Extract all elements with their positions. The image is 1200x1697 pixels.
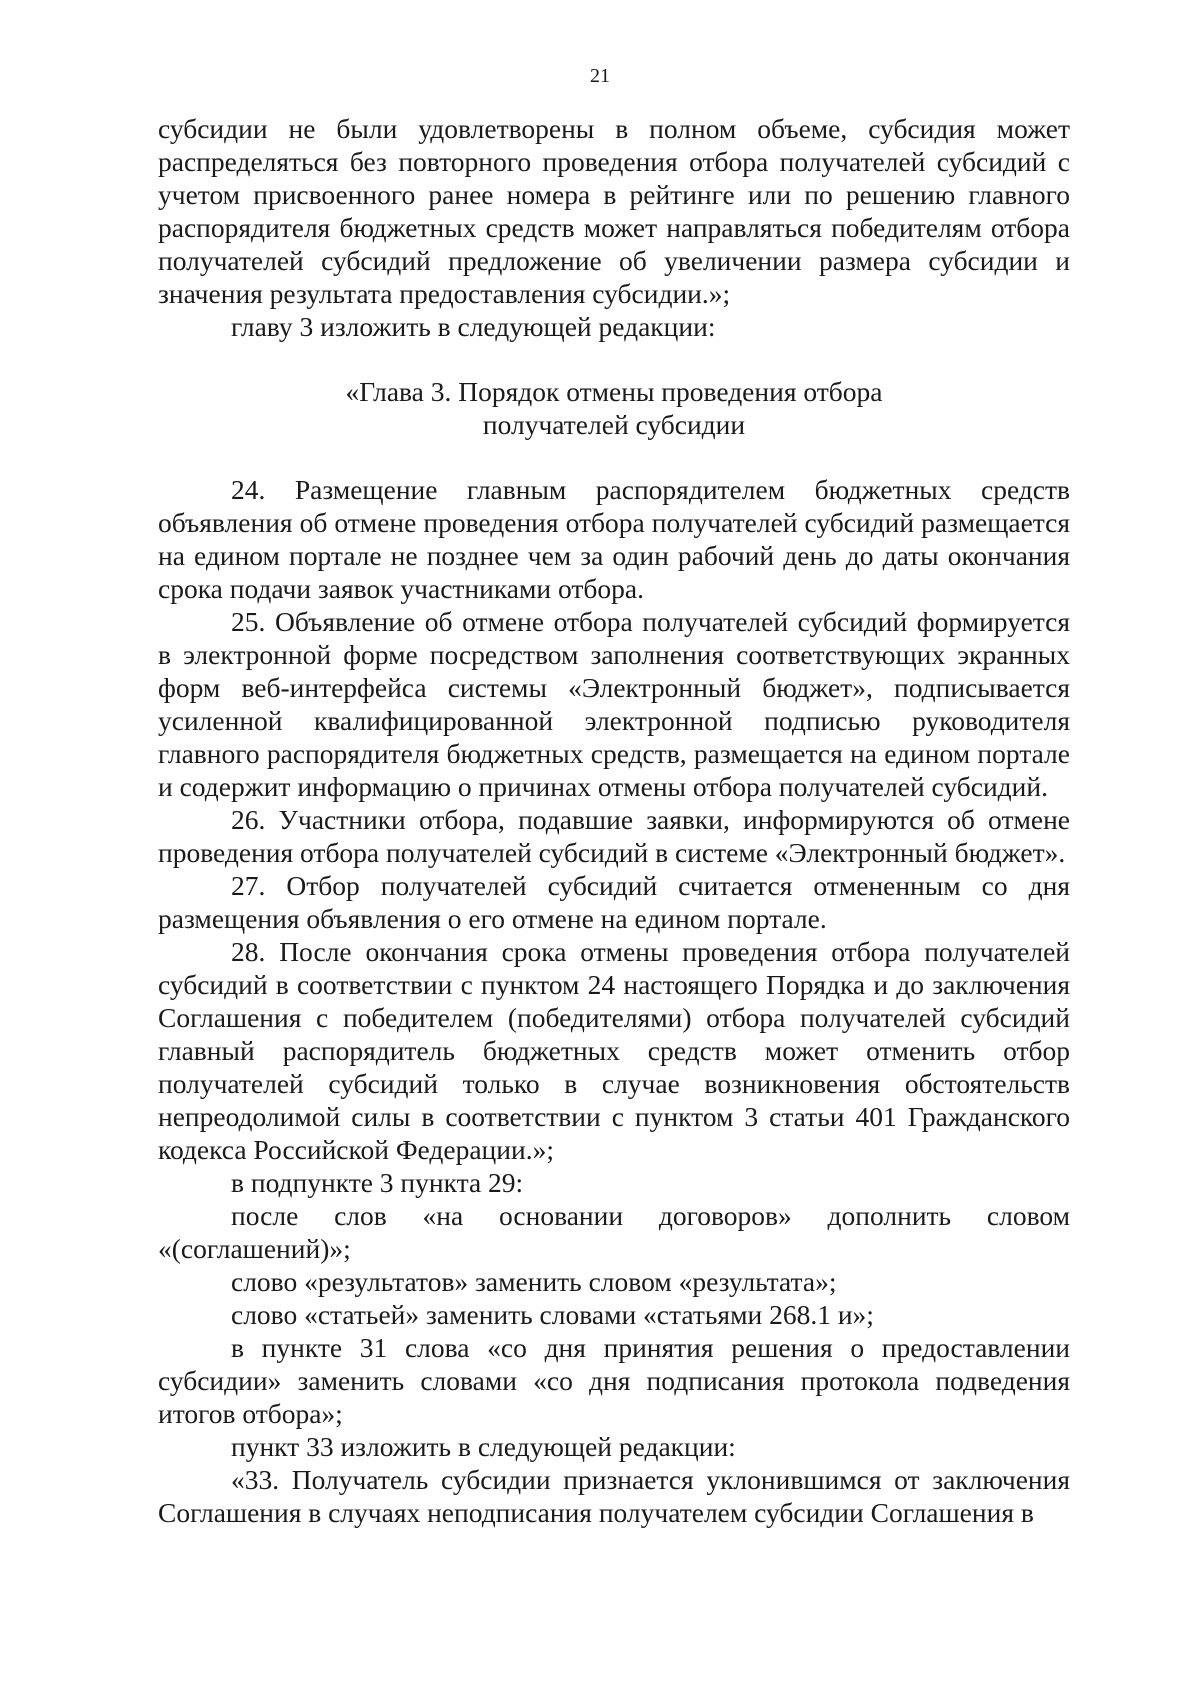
page-number: 21 (590, 65, 610, 87)
chapter-title-line: получателей субсидии (482, 409, 746, 440)
clause-27: 27. Отбор получателей субсидий считается отмененным со дня размещения объявления о его отмене на едином портале. (158, 870, 1070, 934)
document-body (158, 112, 1070, 1529)
chapter-title-line: «Глава 3. Порядок отмены проведения отбора (345, 376, 883, 407)
clause-26: 26. Участники отбора, подавшие заявки, информируются об отмене проведения отбора получателей субсидий в системе «Электронный бюджет». (158, 804, 1070, 868)
chapter-title (158, 375, 1070, 441)
paragraph: субсидии не были удовлетворены в полном объеме, субсидия может распределяться без повторного проведения отбора получателей субсидий с учетом присвоенного ранее номера в рейтинге или по решению главного распорядителя бюджетных средств может направляться победителям отбора получателей субсидий предложение об увеличении размера субсидии и значения результата предоставления субсидии.»; (158, 113, 1070, 309)
amendment-item: после слов «на основании договоров» дополнить словом «(соглашений)»; (158, 1200, 1070, 1264)
amendment-item: в пункте 31 слова «со дня принятия решения о предоставлении субсидии» заменить словами «со дня подписания протокола подведения итогов отбора»; (158, 1332, 1070, 1429)
paragraph: главу 3 изложить в следующей редакции: (231, 311, 716, 342)
amendment-item: слово «результатов» заменить словом «результата»; (231, 1266, 837, 1297)
clause-33: «33. Получатель субсидии признается уклонившимся от заключения Соглашения в случаях неподписания получателем субсидии Соглашения в (158, 1464, 1070, 1528)
clause-25: 25. Объявление об отмене отбора получателей субсидий формируется в электронной форме посредством заполнения соответствующих экранных форм веб-интерфейса системы «Электронный бюджет», подписывается усиленной квалифицированной электронной подписью руководителя главного распорядителя бюджетных средств, размещается на едином портале и содержит информацию о причинах отмены отбора получателей субсидий. (158, 606, 1070, 802)
clause-28: 28. После окончания срока отмены проведения отбора получателей субсидий в соответствии с пунктом 24 настоящего Порядка и до заключения Соглашения с победителем (победителями) отбора получателей субсидий главный распорядитель бюджетных средств может отменить отбор получателей субсидий только в случае возникновения обстоятельств непреодолимой силы в соответствии с пунктом 3 статьи 401 Гражданского кодекса Российской Федерации.»; (158, 936, 1070, 1165)
amendment-item: в подпункте 3 пункта 29: (231, 1167, 524, 1198)
amendment-item: слово «статьей» заменить словами «статьями 268.1 и»; (231, 1299, 874, 1330)
amendment-item: пункт 33 изложить в следующей редакции: (231, 1431, 736, 1462)
clause-24: 24. Размещение главным распорядителем бюджетных средств объявления об отмене проведения отбора получателей субсидий размещается на едином портале не позднее чем за один рабочий день до даты окончания срока подачи заявок участниками отбора. (158, 474, 1070, 604)
